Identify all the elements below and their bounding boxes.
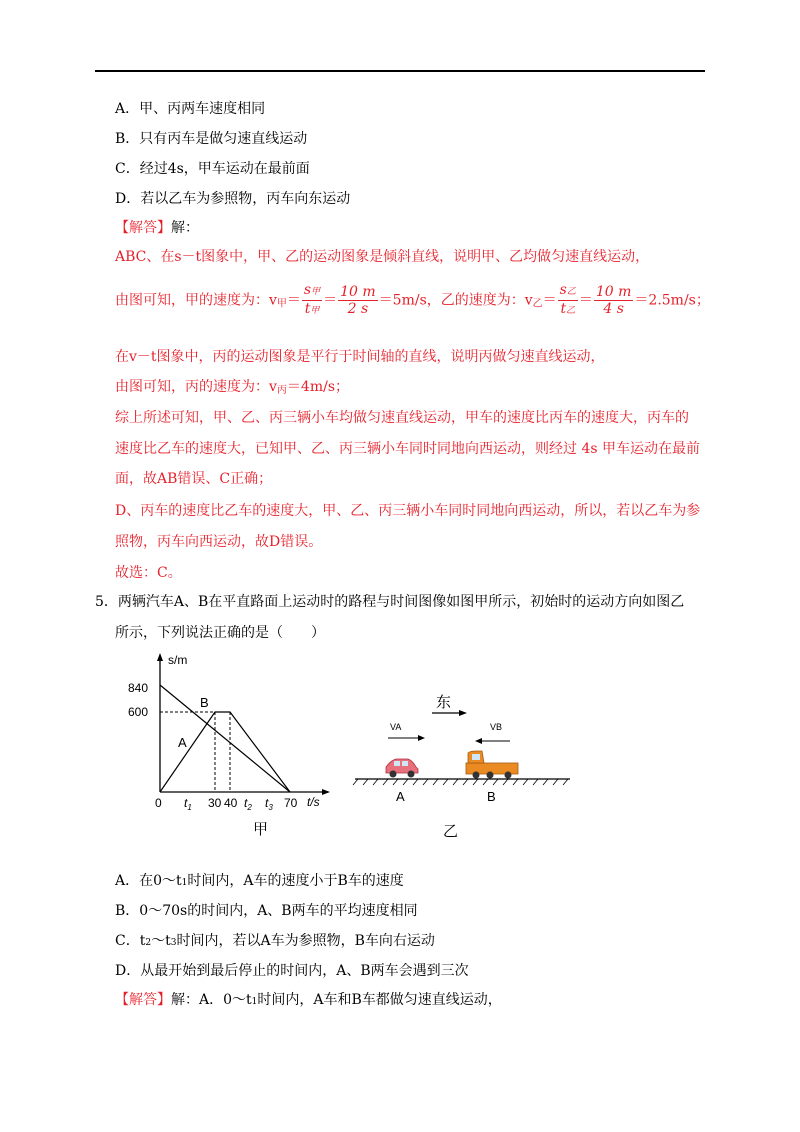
label-a: A xyxy=(178,735,187,750)
fraction-s-over-t-jia: $\frac{\text{s甲}}{\text{t甲}}$ xyxy=(303,282,321,317)
tick-600: 600 xyxy=(128,705,149,719)
label-vb: VB xyxy=(490,722,503,732)
q5-option-c: C．t2～t3时间内，若以A车为参照物，B车向右运动 xyxy=(115,933,435,949)
car-a xyxy=(386,759,418,778)
q4-answer-p6a: D、丙车的速度比乙车的速度大，甲、乙、丙三辆小车同时同地向西运动，所以，若以乙车为参 xyxy=(115,503,701,519)
result-1: 5m/s，乙的速度为：v xyxy=(392,292,533,309)
q5-stem-line2: 所示，下列说法正确的是（ ） xyxy=(115,625,325,641)
result-2: 2.5m/s； xyxy=(648,292,710,309)
v-yi-sub: 乙 xyxy=(532,298,543,310)
caption-jia: 甲 xyxy=(253,820,269,838)
tick-t2: $t_2$ xyxy=(244,796,252,812)
q5-option-d: D．从最开始到最后停止的时间内，A、B两车会遇到三次 xyxy=(115,963,469,979)
x-axis-arrow xyxy=(322,789,330,795)
label-car-b: B xyxy=(487,789,496,804)
x-axis-label: t/s xyxy=(307,795,320,809)
fraction-s-over-t-yi: $\frac{\text{s乙}}{\text{t乙}}$ xyxy=(559,282,576,317)
tick-30: 30 xyxy=(208,796,222,810)
v-bing-sub: 丙 xyxy=(276,385,287,396)
q4-answer-p1: ABC、在s－t图象中，甲、乙的运动图象是倾斜直线，说明甲、乙均做匀速直线运动， xyxy=(115,249,650,265)
q5-option-b: B．0～70s的时间内，A、B两车的平均速度相同 xyxy=(115,903,418,919)
label-east: 东 xyxy=(436,694,452,711)
q4-answer-p6b: 照物，丙车向西运动，故D错误。 xyxy=(115,534,323,550)
header-rule xyxy=(95,70,705,72)
fraction-10m-2s: $\frac{10 m}{2 s}$ xyxy=(340,284,376,317)
caption-yi: 乙 xyxy=(443,822,459,840)
q4-option-b: B．只有丙车是做匀速直线运动 xyxy=(115,131,308,147)
graph-jia xyxy=(120,650,340,840)
truck-b xyxy=(466,751,518,779)
ground-hatch xyxy=(353,779,568,785)
y-axis-label: s/m xyxy=(168,653,188,667)
label-b: B xyxy=(200,695,209,710)
q4-answer-p5b: 速度比乙车的速度大，已知甲、乙、丙三辆小车同时同地向西运动，则经过 4s 甲车运动在最前 xyxy=(115,441,700,457)
q4-option-d: D．若以乙车为参照物，丙车向东运动 xyxy=(115,191,351,207)
line-b xyxy=(160,712,290,792)
equals: ＝ xyxy=(286,292,301,309)
tick-70: 70 xyxy=(284,796,298,810)
tick-t3: $t_3$ xyxy=(265,796,273,812)
tick-origin: 0 xyxy=(155,796,162,810)
q4-answer-speeds: 由图可知，甲的速度为：v甲＝ $\frac{\text{s甲}}{\text{t甲}}$ ＝ $\frac{10 m}{2 s}$ ＝5m/s，乙的速度为：v乙＝ $\frac{\text{s乙}}{\text{t乙}}$ ＝ $\frac{10 m}{4 s}$ ＝2.5m/s； xyxy=(115,282,710,317)
q4-option-c: C．经过4s，甲车运动在最前面 xyxy=(115,161,310,177)
q4-answer-p3: 在v－t图象中，丙的运动图象是平行于时间轴的直线，说明丙做匀速直线运动， xyxy=(115,349,605,365)
label-va: VA xyxy=(390,722,402,732)
q5-option-a: A．在0～t1时间内，A车的速度小于B车的速度 xyxy=(115,873,404,889)
label-car-a: A xyxy=(396,789,405,804)
q4-answer-p5a: 综上所述可知，甲、乙、丙三辆小车均做匀速直线运动，甲车的速度比丙车的速度大，丙车的 xyxy=(115,410,689,426)
q4-answer-p4: 由图可知，丙的速度为：v丙＝4m/s； xyxy=(115,379,350,396)
fraction-10m-4s: $\frac{10 m}{4 s}$ xyxy=(595,284,632,317)
v-jia-sub: 甲 xyxy=(276,298,287,310)
speed-prefix: 由图可知，甲的速度为：v xyxy=(115,292,277,309)
tick-40: 40 xyxy=(224,796,238,810)
tick-840: 840 xyxy=(128,681,149,695)
answer-tag: 【解答】 xyxy=(115,992,171,1008)
tick-t1: $t_1$ xyxy=(184,796,192,812)
q4-answer-choice: 故选：C。 xyxy=(115,565,182,581)
q5-answer-line: 【解答】解：A．0～t1时间内，A车和B车都做匀速直线运动， xyxy=(115,992,502,1008)
q5-stem-line1: 5．两辆汽车A、B在平直路面上运动时的路程与时间图像如图甲所示，初始时的运动方向如图乙 xyxy=(95,594,685,610)
answer-tag-suffix: 解： xyxy=(171,220,199,236)
q4-answer-p5c: 面，故AB错误、C正确； xyxy=(115,471,273,487)
answer-tag: 【解答】 xyxy=(115,220,171,236)
y-axis-arrow xyxy=(157,653,163,661)
q4-answer-tag-line xyxy=(115,219,199,237)
q4-option-a: A．甲、丙两车速度相同 xyxy=(115,101,266,117)
scene-yi xyxy=(350,685,575,805)
